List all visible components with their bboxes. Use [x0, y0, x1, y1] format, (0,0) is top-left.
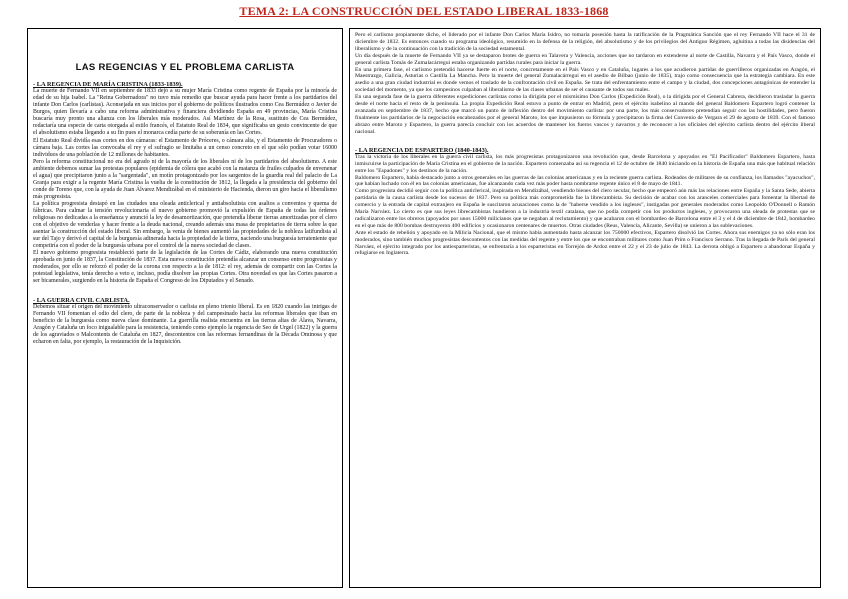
paragraph: La muerte de Fernando VII en septiembre de 1833 dejó a su mujer María Cristina como regente de España por la minoría de edad de su hija Isabel. La "Reina Gobernadora" no tuvo más remedio que buscar ayuda para hacer frente a los partidarios del infante Don Carlos (carlistas). Aconsejada en sus inicios por el gobierno de políticos ilustrados como Cea Bermúdez o Javier de Burgos, quien llevaría a cabo una reforma administrativa y financiera dividiendo España en 49 provincias, María Cristina buscaría muy pronto una alianza con los liberales más moderados. Así Martínez de la Rosa, sustituto de Cea Bermúdez, redactaría una especie de carta otorgada al estilo francés, el Estatuto Real de 1834, que significaba un gesto convincente de que el absolutismo estaba llegando a su fin pues el monarca cedía parte de su soberanía en las Cortes. [33, 88, 337, 137]
paragraph: En una segunda fase de la guerra diferentes expediciones carlistas como la dirigida por el mismísimo Don Carlos (Expedición Real), o la dirigida por el General Cabrera, decidieron trasladar la guerra desde el norte hacia el resto de la península. La propia Expedición Real estuvo a punto de entrar en Madrid, pero el ejército isabelino al mando del general Baldomero Espartero logró contener la avanzada en septiembre de 1837, hecho que marcó un punto de inflexión dentro del movimiento carlista: por una parte, los más conservadores pretendían seguir con las hostilidades, pero fueron finalmente los partidarios de la negociación encabezados por el general Maroto, los que impusieron su fórmula y precipitaron la firma del Convenio de Vergara el 29 de agosto de 1839. Con el famoso abrazo entre Maroto y Espartero, la guerra parecía concluir con los acuerdos de mantener los fueros vascos y navarros y de reconocer a los oficiales del ejército carlista dentro del ejército liberal nacional. [355, 94, 815, 135]
paragraph: Tras la victoria de los liberales en la guerra civil carlista, los más progresistas protagonizaron una revolución que, desde Barcelona y apoyados en "El Pacificador" Baldomero Espartero, hasta inmiscuirse la participación de María Cristina en el gobierno de la nación. Espartero comenzaba así su regencia el 12 de octubre de 1840 iniciando en la historia de España una más que habitual relación entre los "Espadones" y los destinos de la nación. [355, 153, 815, 174]
paragraph: Debemos situar el origen del movimiento ultraconservador o carlista en pleno trienio liberal. Es en 1820 cuando las intrigas de Fernando VII fomentan el odio del clero, de parte de la nobleza y del campesinado hacia las reformas liberales que iban en beneficio de la burguesía como nueva clase dominante. La guerrilla realista encuentra en las tierras altas de Álava, Navarra, Aragón y Cataluña un foco inigualable para la resistencia, teniendo como ejemplo la regencia de Seo de Urgel (1822) y la guerra de los agraviados o Malcontents de Cataluña en 1827, descontentos con las reformas fernandinas de la Década Ominosa y que echaron en falta, por ejemplo, la restauración de la Inquisición. [33, 303, 337, 345]
paragraph: La política progresista destapó en las ciudades una oleada anticlerical y antiabsolutista con asaltos a conventos y quema de fábricas. Para calmar la tensión revolucionaria el nuevo gobierno promovió la expulsión de España de todas las órdenes religiosas no dedicadas a la enseñanza y anunció la ley de desamortización, que pretendía liberar tierras amortizadas por el clero con el objetivo de venderlas y hacer frente a la deuda nacional, creando además una masa de propietarios de tierra sobre la que asentar la construcción del estado liberal. Sin embargo, la venta de bienes aumentó las propiedades de la nobleza latifundista al sur del Tajo y derivó el capital de la burguesía adinerada hacia la propiedad de la tierra, naciendo una burguesía terrateniente que competiría con el poder de la burguesía urbana por el control de la nueva sociedad de clases. [33, 200, 337, 250]
paragraph: Baldomero Espartero, había destacado junto a otros generales en las guerras de las colonias americanas y en la reciente guerra carlista. Rodeados de militares de su confianza, los llamados "ayacuchos", que habían luchado con él en las colonias americanas, fue alcanzando cada vez más poder hasta nombrarse regente único el 8 de mayo de 1841. [355, 174, 815, 188]
paragraph: Un día después de la muerte de Fernando VII ya se destaparon brotes de guerra en Talavera y Valencia, acciones que no tardaron en extenderse al norte de Castilla, Navarra y el País Vasco, donde el general carlista Tomás de Zumalacárregui estaba organizando partidas rurales para iniciar la guerra. [355, 52, 815, 66]
paragraph: Pero el carlismo propiamente dicho, el liderado por el infante Don Carlos María Isidro, no tomaría posesión hasta la ratificación de la Pragmática Sanción que el rey Fernando VII hace el 31 de diciembre de 1832. Es entonces cuando su programa ideológico, resumido en la defensa de la religión, del absolutismo y de los privilegios del Antiguo Régimen, agluitina a todas las disidencias del liberalismo y de la continuación con la tradición de la sociedad estamental. [355, 32, 815, 52]
section-title-guerra-carlista: - LA GUERRA CIVIL CARLISTA. [33, 296, 130, 304]
document-title: TEMA 2: LA CONSTRUCCIÓN DEL ESTADO LIBERAL 1833-1868 [239, 4, 609, 18]
right-column [349, 28, 821, 588]
paragraph: Como progresista decidió seguir con la política anticlerical, inspirada en Mendizábal, vendiendo bienes del clero secular, hecho que empeoró aún más las relaciones entre España y la Santa Sede, abierta partidaria de la causa carlista desde los sucesos de 1837. Pero su política más comprometida fue la librecambista. Su decisión de acabar con los aranceles comerciales para fomentar la libertad de comercio y la entrada de capital extranjero en España le suscitaron acusaciones como la de "haberse vendido a los ingleses", instigadas por generales moderados como Leopoldo O'Donnell o Ramón María Narváez. Lo cierto es que sus leyes librecambistas hundieron a la industria textil catalana, que no podía competir con los productos ingleses, y provocaron una oleada de protestas que se radicalizaron entre los obreros (apoyados por unos 15000 milicianos que se negaban al reclutamiento) y que acabaron con el bombardeo de Barcelona entre el 3 y el 4 de diciembre de 1842, bombardeo en el que más de 800 bombas destruyeron 400 edificios y ocasionaron centenares de muertos. Otras ciudades (Reus, Valencia, Alicante, Sevilla) se unieron a las sublevaciones. [355, 188, 815, 229]
paragraph: Ante el estado de rebelión y apoyado en la Milicia Nacional, que el mismo había aumentado hasta alcanzar los 750000 efectivos, Espartero disolvió las Cortes. Ahora sus enemigos ya no sólo eran los moderados, sino también muchos progresistas descontentos con las medidas del regente y entre los que se encontraban militares como Juan Prim o Francisco Serrano. Tras la llegada de París del general Narváez, el ejército integrado por los antiesparteristas, se enfrentaría a los esparteristas en Torrejón de Ardoz entre el 22 y el 23 de julio de 1843. La derrota obligó a Espartero a abandonar España y refugiarse en Inglaterra. [355, 229, 815, 257]
paragraph: El nuevo gobierno progresista restableció parte de la legislación de las Cortes de Cádiz, elaborando una nueva constitución aprobada en junio de 1837, la Constitución de 1837. Esta nueva constitución pretendía alcanzar un consenso entre progresistas y moderados, por ello se reforzó el poder de la corona con respecto a la de 1812: el rey, además de compartir con las Cortes la potestad legislativa, tenía derecho a veto e, incluso, podía disolver las propias Cortes. Otra novedad es que las Cortes pasaron a ser bicamerales, surgiendo en la historia de España el Congreso de los Diputados y el Senado. [33, 250, 337, 285]
paragraph: En una primera fase, el carlismo pretendió hacerse fuerte en el norte, concretamente en el País Vasco y en Cataluña, lugares a los que acudieron partidas de guerrilleros organizadas en Aragón, el Maestrazgo, Galicia, Asturias o Castilla La Mancha. Pero la muerte del general Zumalacárregui en el asedio de Bilbao (junio de 1835), trajo como consecuencia que la estrategia cambiara. En este asedio a una gran ciudad industrial es donde vemos el traslado de la confrontación civil en España. Se trata del enfrentamiento entre el campo y la ciudad, dos concepciones antagónicas de entender la sociedad del momento, ya que los campesinos culpaban al liberalismo de las clases urbanas de ser el causante de todos sus males. [355, 66, 815, 94]
left-column [27, 28, 343, 588]
paragraph: El Estatuto Real dividía esas cortes en dos cámaras: el Estamento de Próceres, o cámara alta, y el Estamento de Procuradores o cámara baja. Las cortes las convocaba el rey y el sufragio se limitaba a un censo concreto en el que sólo podían votar 16000 individuos de una población de 12 millones de habitantes. [33, 137, 337, 158]
paragraph: Pero la reforma constitucional no era del agrado ni de la mayoría de los liberales ni de los partidarios del absolutismo. A este ambiente debemos sumar las protestas populares (epidemia de cólera que acabó con la matanza de frailes culpados de envenenar el agua) que precipitaron junto a la "sargentada", un motín protagonizado por los sargentos de la guardia real del palacio de La Granja para exigir a la regente María Cristina la vuelta de la constitución de 1812, la llegada a la presidencia del gobierno del conde de Toreno que, con la ayuda de Juan Álvarez Mendizábal en el ministerio de Hacienda, dieron un giro hacia el liberalismo más progresista. [33, 158, 337, 200]
page-heading: LAS REGENCIAS Y EL PROBLEMA CARLISTA [75, 62, 295, 73]
section-title-regencia-espartero: - LA REGENCIA DE ESPARTERO (1840-1843). [355, 146, 489, 154]
section-title-regencia-maria-cristina: - LA REGENCIA DE MARÍA CRISTINA (1833-1839). [33, 81, 183, 88]
